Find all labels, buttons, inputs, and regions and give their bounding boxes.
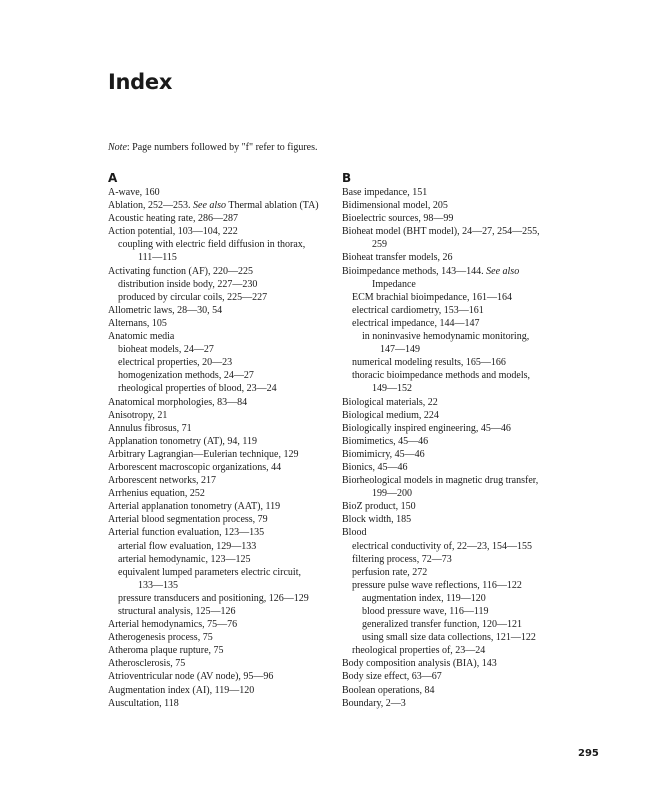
index-entry [342, 238, 572, 251]
index-entry [108, 566, 338, 579]
entry-text: BioZ product, 150 [342, 501, 416, 513]
section-letter-a: A [108, 171, 118, 185]
entry-text: Arbitrary Lagrangian—Eulerian technique, 129 [108, 448, 299, 460]
note-text: : Page numbers followed by "f" refer to figures. [126, 142, 318, 153]
entry-text: Auscultation, 118 [108, 697, 179, 709]
entry-text: coupling with electric field diffusion in thorax, [118, 239, 306, 251]
index-entry [342, 369, 572, 382]
entry-text: 147—149 [380, 344, 420, 356]
index-entry [108, 487, 338, 500]
entry-text: electrical impedance, 144—147 [352, 317, 480, 329]
entry-text: Anisotropy, 21 [108, 409, 168, 421]
entry-text: equivalent lumped parameters electric circuit, [118, 566, 301, 578]
entry-text: 149—152 [372, 383, 412, 395]
index-entry [108, 278, 338, 291]
entry-text: Action potential, 103—104, 222 [108, 226, 238, 238]
entry-text: 259 [372, 239, 387, 251]
index-entry [342, 278, 572, 291]
index-entry [342, 566, 572, 579]
index-entry [342, 356, 572, 369]
index-entry [342, 657, 572, 670]
entry-text: Allometric laws, 28—30, 54 [108, 304, 223, 316]
entry-text: Anatomic media [108, 331, 175, 343]
entry-text: Ablation, 252—253. [108, 200, 193, 212]
entry-text: rheological properties of, 23—24 [352, 645, 486, 657]
index-entry [108, 422, 338, 435]
entry-text: Biomimicry, 45—46 [342, 448, 425, 460]
index-entry [108, 553, 338, 566]
index-entry [108, 356, 338, 369]
index-entry [342, 644, 572, 657]
entry-text: Annulus fibrosus, 71 [108, 422, 192, 434]
entry-text: 133—135 [138, 579, 178, 591]
entry-text: Arterial applanation tonometry (AAT), 119 [108, 501, 281, 513]
page-number: 295 [578, 748, 599, 759]
index-entry [108, 644, 338, 657]
index-entry [342, 304, 572, 317]
entry-text: Anatomical morphologies, 83—84 [108, 396, 248, 408]
index-column-a [108, 168, 338, 710]
index-entry [108, 265, 338, 278]
see-also-reference: See also [193, 200, 227, 212]
entry-text: Arterial function evaluation, 123—135 [108, 527, 265, 539]
index-entry [108, 540, 338, 553]
index-entry [342, 592, 572, 605]
entry-text: Base impedance, 151 [342, 187, 428, 198]
entry-text: Arborescent networks, 217 [108, 475, 217, 487]
entry-text: produced by circular coils, 225—227 [118, 291, 268, 303]
entry-text: Arterial hemodynamics, 75—76 [108, 619, 238, 631]
index-entry [108, 199, 338, 212]
entry-text: Biological medium, 224 [342, 409, 439, 421]
index-entry [108, 526, 338, 539]
index-entry [108, 186, 338, 199]
entry-text: Biomimetics, 45—46 [342, 435, 429, 447]
note-label: Note [108, 142, 127, 153]
entry-text: Block width, 185 [342, 514, 412, 526]
index-entry [108, 579, 338, 592]
index-note [108, 142, 318, 153]
entry-text: Augmentation index (AI), 119—120 [108, 684, 255, 696]
entry-text: Bioimpedance methods, 143—144. [342, 265, 487, 277]
index-entry [342, 684, 572, 697]
index-entry [342, 513, 572, 526]
entry-text: rheological properties of blood, 23—24 [118, 383, 277, 395]
entry-text: distribution inside body, 227—230 [118, 278, 258, 290]
index-entry [108, 697, 338, 710]
entry-text: Body composition analysis (BIA), 143 [342, 658, 497, 670]
entry-text: Atheroma plaque rupture, 75 [108, 645, 224, 657]
entry-text: perfusion rate, 272 [352, 566, 428, 578]
entry-text: pressure transducers and positioning, 126—129 [118, 592, 309, 604]
index-entry [108, 670, 338, 683]
index-entry [342, 540, 572, 553]
index-entry [342, 526, 572, 539]
index-entry [342, 330, 572, 343]
index-entry [342, 670, 572, 683]
index-entry [342, 500, 572, 513]
entry-text: Atherogenesis process, 75 [108, 632, 213, 644]
index-entry [342, 605, 572, 618]
index-entry [108, 618, 338, 631]
index-entry [342, 382, 572, 395]
entry-text: Atherosclerosis, 75 [108, 658, 186, 670]
index-entry [342, 461, 572, 474]
entry-text: filtering process, 72—73 [352, 553, 452, 565]
entry-text: generalized transfer function, 120—121 [362, 619, 522, 631]
index-entry [108, 448, 338, 461]
entry-text: A-wave, 160 [108, 187, 160, 198]
index-entry [108, 343, 338, 356]
index-entry [342, 317, 572, 330]
index-entry [108, 461, 338, 474]
index-entry [342, 631, 572, 644]
entry-text: Acoustic heating rate, 286—287 [108, 213, 238, 225]
index-entry [108, 592, 338, 605]
index-entry [342, 422, 572, 435]
index-entry [342, 618, 572, 631]
entry-text: thoracic bioimpedance methods and models, [352, 370, 531, 382]
index-entry [108, 500, 338, 513]
index-entry [108, 238, 338, 251]
index-entry [342, 199, 572, 212]
entry-text: Applanation tonometry (AT), 94, 119 [108, 435, 258, 447]
index-entry [108, 225, 338, 238]
index-entry [108, 291, 338, 304]
index-entry [108, 382, 338, 395]
index-entry [108, 513, 338, 526]
index-entry [342, 579, 572, 592]
entry-text: electrical properties, 20—23 [118, 357, 233, 369]
entry-text: Bioheat model (BHT model), 24—27, 254—255, [342, 226, 540, 238]
index-entry [342, 225, 572, 238]
index-entry [342, 448, 572, 461]
entry-text: Biological materials, 22 [342, 396, 438, 408]
index-entry [342, 396, 572, 409]
index-entry [108, 396, 338, 409]
index-entry [342, 553, 572, 566]
index-entry [342, 186, 572, 199]
index-entries-a [108, 186, 338, 710]
index-entry [342, 409, 572, 422]
index-entry [342, 487, 572, 500]
entry-text: Alternans, 105 [108, 317, 167, 329]
entry-text: bioheat models, 24—27 [118, 344, 214, 356]
entry-text: electrical conductivity of, 22—23, 154—155 [352, 540, 532, 552]
page-title: Index [108, 70, 173, 94]
entry-text: numerical modeling results, 165—166 [352, 357, 506, 369]
index-entry [108, 657, 338, 670]
entry-text: Arrhenius equation, 252 [108, 488, 205, 500]
entry-text: Bionics, 45—46 [342, 461, 408, 473]
entry-text: Impedance [372, 278, 416, 290]
entry-text: Bioelectric sources, 98—99 [342, 213, 454, 225]
entry-text: Boolean operations, 84 [342, 684, 435, 696]
index-entry [342, 474, 572, 487]
entry-text: Atrioventricular node (AV node), 95—96 [108, 671, 274, 683]
entry-text: Activating function (AF), 220—225 [108, 265, 253, 277]
index-entry [342, 265, 572, 278]
entry-text: 111—115 [138, 252, 177, 264]
entry-text: homogenization methods, 24—27 [118, 370, 254, 382]
index-entry [108, 330, 338, 343]
entry-text: 199—200 [372, 488, 412, 500]
index-entry [108, 409, 338, 422]
section-letter-b: B [342, 171, 352, 185]
see-also-reference: See also [486, 265, 520, 277]
entry-text: Boundary, 2—3 [342, 697, 406, 709]
index-entry [108, 605, 338, 618]
entry-text: Blood [342, 527, 367, 539]
entry-text: blood pressure wave, 116—119 [362, 606, 489, 617]
entry-text: electrical cardiometry, 153—161 [352, 304, 484, 316]
index-entry [108, 684, 338, 697]
index-entry [342, 343, 572, 356]
entry-text: arterial hemodynamic, 123—125 [118, 553, 251, 565]
index-entry [108, 251, 338, 264]
entry-text: Arterial blood segmentation process, 79 [108, 514, 268, 526]
entry-text: arterial flow evaluation, 129—133 [118, 540, 257, 552]
index-entry [342, 697, 572, 710]
entry-text: Arborescent macroscopic organizations, 44 [108, 461, 282, 473]
index-column-b [342, 168, 572, 710]
index-entry [108, 435, 338, 448]
index-entry [108, 304, 338, 317]
index-entry [108, 474, 338, 487]
index-entry [108, 212, 338, 225]
entry-text: ECM brachial bioimpedance, 161—164 [352, 291, 512, 303]
index-entry [108, 317, 338, 330]
index-entry [342, 435, 572, 448]
index-entry [342, 251, 572, 264]
entry-text: pressure pulse wave reflections, 116—122 [352, 579, 522, 591]
entry-text-after: Thermal ablation (TA) [226, 200, 319, 212]
entry-text: in noninvasive hemodynamic monitoring, [362, 331, 530, 343]
entry-text: Biorheological models in magnetic drug transfer, [342, 475, 539, 487]
index-entry [342, 291, 572, 304]
entry-text: Bidimensional model, 205 [342, 200, 448, 212]
entry-text: Body size effect, 63—67 [342, 671, 442, 683]
index-entry [108, 631, 338, 644]
entry-text: using small size data collections, 121—122 [362, 632, 536, 644]
entry-text: structural analysis, 125—126 [118, 606, 236, 617]
index-entries-b [342, 186, 572, 710]
entry-text: Bioheat transfer models, 26 [342, 252, 453, 264]
entry-text: augmentation index, 119—120 [362, 592, 486, 604]
entry-text: Biologically inspired engineering, 45—46 [342, 422, 511, 434]
index-entry [342, 212, 572, 225]
index-entry [108, 369, 338, 382]
